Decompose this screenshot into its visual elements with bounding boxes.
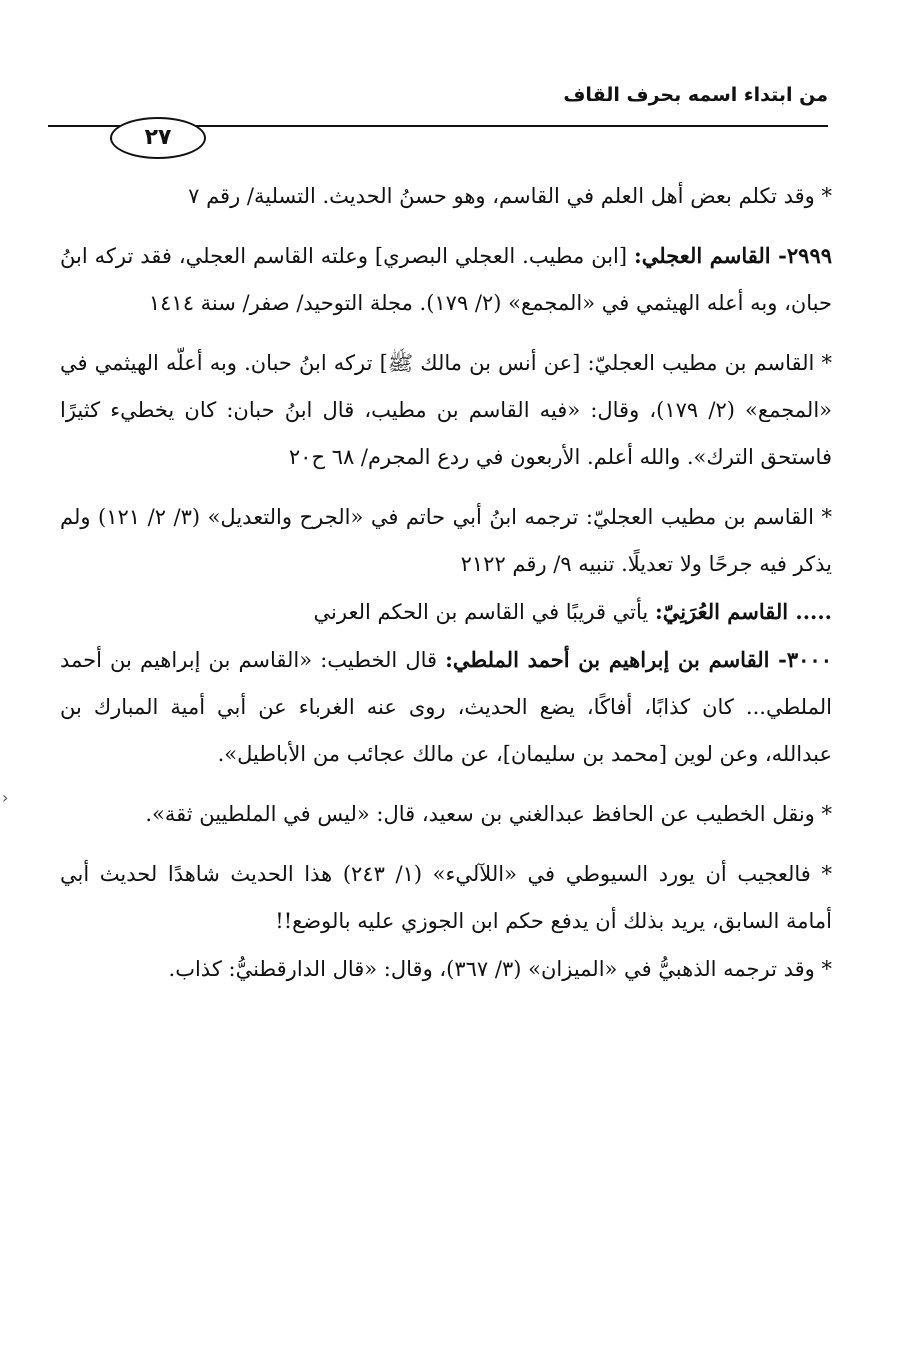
paragraph-text: * وقد ترجمه الذهبيُّ في «الميزان» (٣/ ٣٦٧)، وقال: «قال الدارقطنيُّ: كذاب. <box>168 957 832 981</box>
paragraph <box>60 232 832 327</box>
paragraph <box>60 790 832 838</box>
paragraph <box>60 636 832 778</box>
paragraph-text: * ونقل الخطيب عن الحافظ عبدالغني بن سعيد، قال: «ليس في الملطيين ثقة». <box>145 802 832 826</box>
paragraph <box>60 850 832 945</box>
page-number: ٢٧ <box>110 117 206 159</box>
paragraph-text: قال الخطيب: «القاسم بن إبراهيم بن أحمد الملطي... كان كذابًا، أفاكًا، يضع الحديث، روى عنه الغرباء عن أبي أمية المبارك بن عبدالله، وعن لوين [محمد بن سليمان]، عن مالك عجائب من الأباطيل». <box>60 648 832 766</box>
margin-mark-icon: › <box>2 788 9 807</box>
paragraph-text: * القاسم بن مطيب العجليّ: [عن أنس بن مالك ﷺ] تركه ابنُ حبان. وبه أعلّه الهيثمي في «المجمع» (٢/ ١٧٩)، وقال: «فيه القاسم بن مطيب، قال ابنُ حبان: كان يخطيء كثيرًا فاستحق الترك». والله أعلم. الأربعون في ردع المجرم/ ٦٨ ح٢٠ <box>60 351 833 469</box>
paragraph <box>60 588 832 636</box>
paragraph-text: * القاسم بن مطيب العجليّ: ترجمه ابنُ أبي حاتم في «الجرح والتعديل» (٣/ ٢/ ١٢١) ولم يذكر فيه جرحًا ولا تعديلًا. تنبيه ٩/ رقم ٢١٢٢ <box>60 505 832 576</box>
entry-heading: ..... القاسم العُرَنِيّ: <box>654 599 832 624</box>
running-title: من ابتداء اسمه بحرف القاف <box>563 84 828 106</box>
paragraph <box>60 493 832 588</box>
paragraph-text: يأتي قريبًا في القاسم بن الحكم العرني <box>313 600 655 624</box>
body-text <box>60 172 832 993</box>
entry-heading: ٢٩٩٩- القاسم العجلي: <box>634 243 833 268</box>
paragraph-text: [ابن مطيب. العجلي البصري] وعلته القاسم العجلي، فقد تركه ابنُ حبان، وبه أعله الهيثمي في «المجمع» (٢/ ١٧٩). مجلة التوحيد/ صفر/ سنة ١٤١٤ <box>60 244 832 315</box>
entry-heading: ٣٠٠٠- القاسم بن إبراهيم بن أحمد الملطي: <box>445 647 832 672</box>
paragraph <box>60 945 832 993</box>
paragraph-text: * وقد تكلم بعض أهل العلم في القاسم، وهو حسنُ الحديث. التسلية/ رقم ٧ <box>188 184 832 208</box>
paragraph <box>60 172 832 220</box>
paragraph-text: * فالعجيب أن يورد السيوطي في «اللآليء» (١/ ٢٤٣) هذا الحديث شاهدًا لحديث أبي أمامة السابق، يريد بذلك أن يدفع حكم ابن الجوزي عليه بالوضع!! <box>60 862 832 933</box>
paragraph <box>60 339 832 481</box>
